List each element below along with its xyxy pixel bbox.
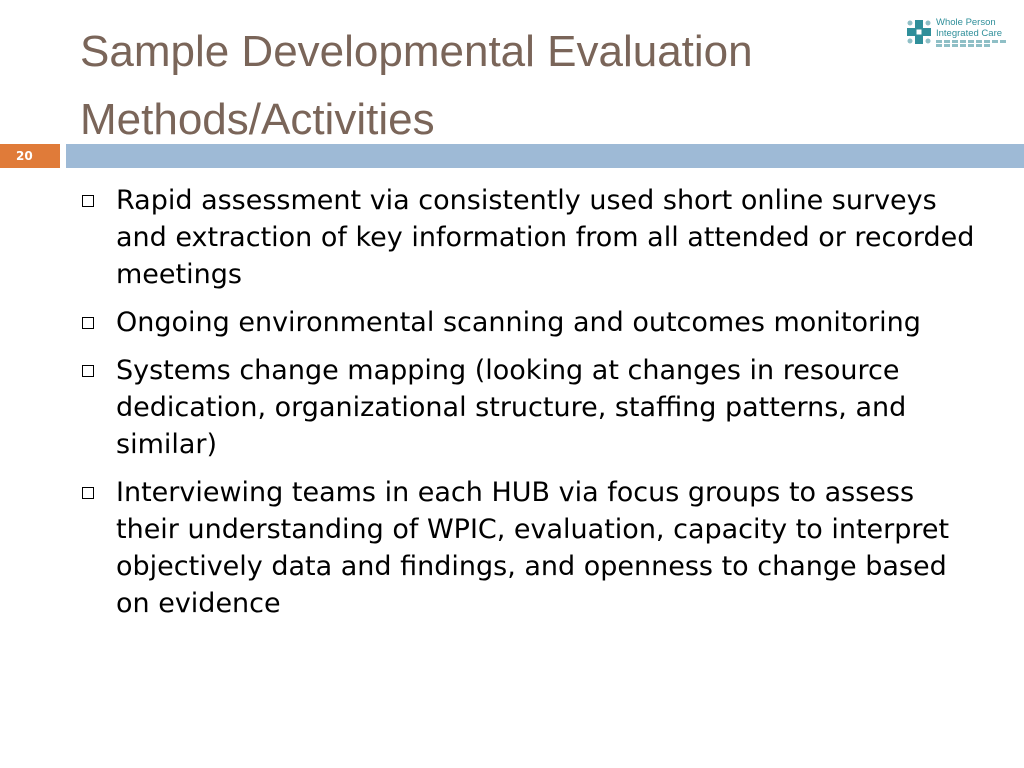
bullet-text: Rapid assessment via consistently used short online surveys and extraction of key information from all attended or recorded meetings xyxy=(116,185,975,290)
bullet-list xyxy=(80,182,980,633)
slide-title-line-1: Sample Developmental Evaluation xyxy=(80,27,753,76)
bullet-item xyxy=(80,474,980,622)
cross-logo-icon xyxy=(906,19,932,45)
slide-number-badge: 20 xyxy=(0,144,60,168)
bullet-item xyxy=(80,182,980,293)
logo-line-1: Whole Person xyxy=(936,17,996,28)
whole-person-integrated-care-logo xyxy=(904,16,1016,48)
bullet-item xyxy=(80,304,980,341)
square-bullet-icon xyxy=(82,365,94,377)
logo-tagline-graphic-2 xyxy=(936,44,992,47)
square-bullet-icon xyxy=(82,195,94,207)
bullet-text: Systems change mapping (looking at changes in resource dedication, organizational structure, staffing patterns, and similar) xyxy=(116,355,907,460)
bullet-item xyxy=(80,352,980,463)
slide-title-line-2: Methods/Activities xyxy=(80,95,435,144)
logo-tagline-graphic xyxy=(936,40,1008,43)
logo-line-2: Integrated Care xyxy=(936,28,1003,39)
bullet-text: Ongoing environmental scanning and outcomes monitoring xyxy=(116,307,921,338)
slide-title xyxy=(80,18,880,154)
header-divider-bar xyxy=(66,144,1024,168)
logo-wordmark xyxy=(936,17,1016,39)
bullet-text: Interviewing teams in each HUB via focus groups to assess their understanding of WPIC, evaluation, capacity to interpret objectively data and findings, and openness to change based on evidence xyxy=(116,477,950,619)
square-bullet-icon xyxy=(82,487,94,499)
square-bullet-icon xyxy=(82,317,94,329)
